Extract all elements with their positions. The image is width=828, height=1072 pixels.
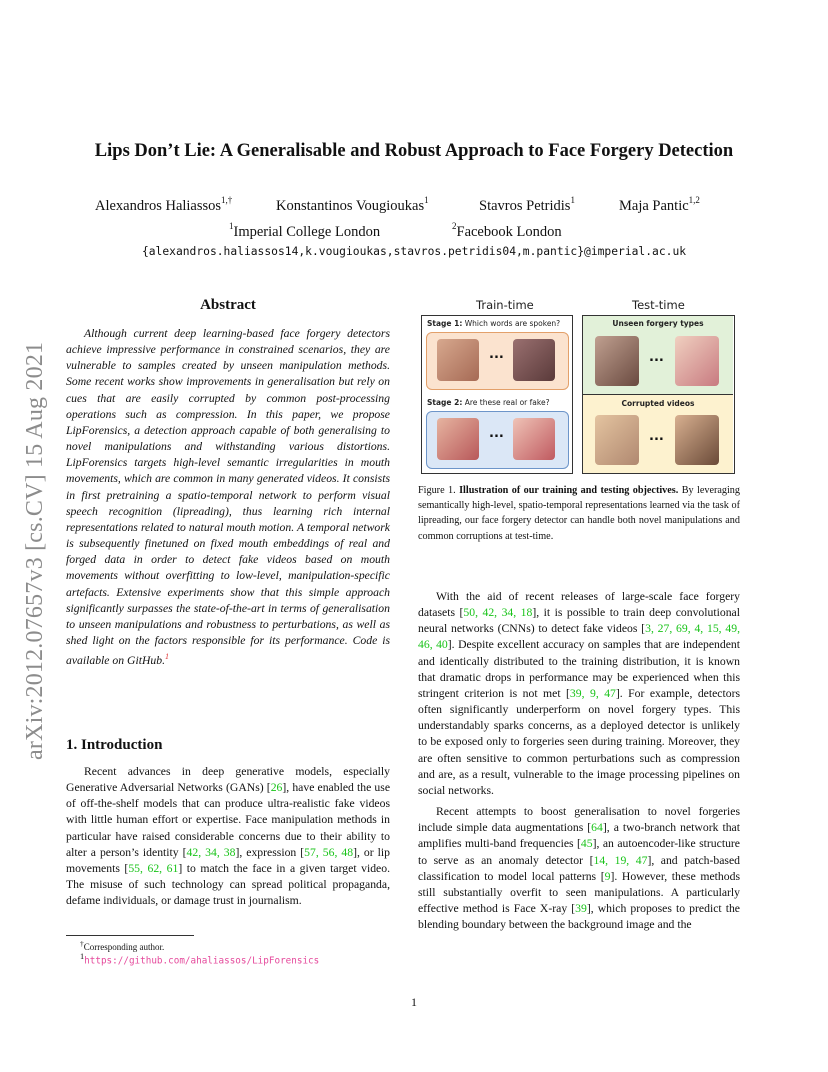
box-divider	[583, 394, 733, 395]
right-column-text	[418, 589, 740, 933]
citation-link[interactable]: 50, 42, 34, 18	[463, 606, 533, 620]
arxiv-stamp: arXiv:2012.07657v3 [cs.CV] 15 Aug 2021	[22, 341, 48, 760]
mouth-crop-image	[513, 418, 555, 460]
citation-link[interactable]: 42, 34, 38	[186, 845, 236, 859]
ellipsis: ...	[649, 350, 664, 365]
footnote-github: $^1$https://github.com/ahaliassos/LipForensics	[80, 952, 320, 967]
figure-1-caption: Figure 1. Illustration of our training and testing objectives. By leveraging semantically high-level, spatio-temporal representations learned via the task of lipreading, our face forgery detector can handle both novel manipulations and common corruptions at test-time.	[418, 485, 740, 542]
mouth-crop-image	[675, 415, 719, 465]
test-time-title: Test-time	[632, 298, 685, 312]
author-3: Stavros Petridis$^1$	[479, 195, 575, 214]
author-2: Konstantinos Vougioukas$^1$	[276, 195, 429, 214]
section-heading-introduction: 1. Introduction	[66, 737, 163, 753]
train-time-title: Train-time	[476, 298, 534, 312]
mouth-crop-image	[595, 415, 639, 465]
author-emails: {alexandros.haliassos14,k.vougioukas,stavros.petridis04,m.pantic}@imperial.ac.uk	[141, 245, 687, 258]
abstract-heading: Abstract	[200, 297, 256, 313]
footnote-divider	[66, 935, 194, 936]
citation-link[interactable]: 26	[270, 781, 283, 795]
ellipsis: ...	[489, 347, 504, 362]
train-time-box	[421, 315, 573, 474]
author-1: Alexandros Haliassos$^{1,\dagger}$	[95, 195, 233, 214]
affiliation-1: $^1$Imperial College London	[229, 221, 381, 240]
unseen-forgery-label: Unseen forgery types	[612, 319, 704, 328]
author-4: Maja Pantic$^{1,2}$	[619, 195, 700, 214]
paragraph: Recent attempts to boost generalisation to novel forgeries include simple data augmentations [64], a two-branch network that amplifies multi-band frequencies [45], an autoencoder-like structure to serve as an anomaly detector [14, 19, 47], and patch-based classification to model local patterns [9]. However, these methods still substantially overfit to seen manipulations. A particularly effective method is Face X-ray [39], which proposes to predict the blending boundary between the background image and the	[418, 805, 740, 932]
figure-1	[418, 298, 738, 476]
citation-link[interactable]: 39	[575, 901, 587, 915]
footnote-marker[interactable]: 1	[165, 652, 170, 662]
intro-paragraph: Recent advances in deep generative models, especially Generative Adversarial Networks (GANs) [26], have enabled the use of off-the-shelf models that can produce ultra-realistic fake videos with little human effort or expertise. Face manipulation methods in particular have raised considerable concerns due to their ability to alter a person’s identity [42, 34, 38], expression [57, 56, 48], or lip movements [55, 62, 61] to match the face in a given target video. The misuse of such technology can spread political propaganda, defame individuals, or damage trust in journalism.	[66, 765, 391, 908]
citation-link[interactable]: 3, 27, 69, 4, 15, 49, 46, 40	[418, 622, 741, 652]
citation-link[interactable]: 64	[591, 821, 603, 835]
affiliation-2: $^2$Facebook London	[452, 221, 562, 240]
citation-link[interactable]: 45	[580, 837, 593, 851]
citation-link[interactable]: 55, 62, 61	[128, 861, 179, 875]
citation-link[interactable]: 14, 19, 47	[593, 853, 648, 867]
ellipsis: ...	[649, 429, 664, 444]
mouth-crop-image	[595, 336, 639, 386]
github-link[interactable]: https://github.com/ahaliassos/LipForensics	[84, 955, 320, 967]
stage-1-panel	[426, 332, 569, 390]
citation-link[interactable]: 9	[604, 869, 611, 883]
test-time-box	[582, 315, 735, 474]
mouth-crop-image	[437, 339, 479, 381]
stage-2-panel	[426, 411, 569, 469]
corrupted-videos-label: Corrupted videos	[621, 399, 695, 408]
page-number: 1	[411, 995, 417, 1009]
paper-title: Lips Don’t Lie: A Generalisable and Robust Approach to Face Forgery Detection	[94, 141, 734, 161]
citation-link[interactable]: 57, 56, 48	[304, 845, 354, 859]
abstract-body: Although current deep learning-based face forgery detectors achieve impressive performance in constrained scenarios, they are vulnerable to samples created by unseen manipulation methods. Some recent works show improvements in generalisation but rely on cues that are easily corrupted by common post-processing operations such as compression. In this paper, we propose LipForensics, a detection approach capable of both generalising to novel manipulations and withstanding various distortions. LipForensics targets high-level semantic irregularities in mouth movements, which are common in many generated videos. It consists in first pretraining a spatio-temporal network to perform visual speech recognition (lipreading), thus learning rich internal representations related to natural mouth motion. A temporal network is subsequently finetuned on fixed mouth embeddings of real and forged data in order to detect fake videos based on mouth movements without overfitting to low-level, manipulation-specific artefacts. Extensive experiments show that this simple approach significantly surpasses the state-of-the-art in terms of generalisation to unseen manipulations and robustness to perturbations, as well as shed light on the factors responsible for its performance. Code is available on GitHub.$^1$	[66, 327, 390, 668]
ellipsis: ...	[489, 426, 504, 441]
citation-link[interactable]: 39, 9, 47	[569, 686, 616, 700]
mouth-crop-image	[437, 418, 479, 460]
paragraph: With the aid of recent releases of large-scale face forgery datasets [50, 42, 34, 18], it is possible to train deep convolutional neural networks (CNNs) to detect fake videos [3, 27, 69, 4, 15, 49, 46, 40]. Despite excellent accuracy on samples that are independent and identically distributed to the training distribution, it is known that dramatic drops in performance may be experienced when this stringent criterion is not met [39, 9, 47]. For example, detectors often significantly underperform on novel forgery types. This understandably sparks concerns, as a deployed detector is unlikely to be exposed only to forgeries seen during training. Moreover, they are often sensitive to common perturbations such as compression and are, as a result, vulnerable to the image processing pipelines on social networks.	[418, 590, 741, 797]
mouth-crop-image	[675, 336, 719, 386]
stage-1-label: Stage 1: Which words are spoken?	[427, 319, 561, 328]
stage-2-label: Stage 2: Are these real or fake?	[427, 398, 550, 407]
footnote-corresponding: †Corresponding author.	[80, 939, 165, 952]
mouth-crop-image	[513, 339, 555, 381]
